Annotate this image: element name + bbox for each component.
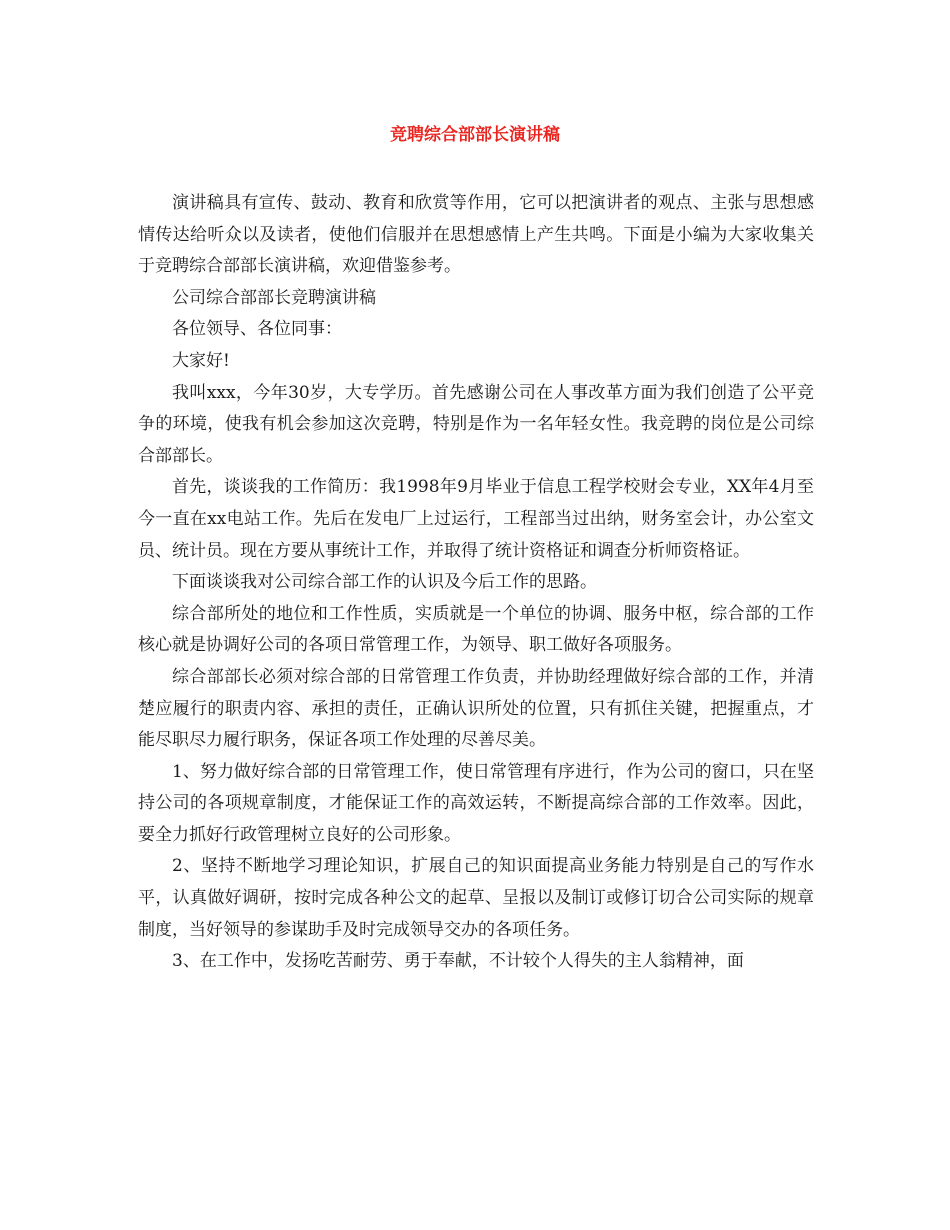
- paragraph-intro: 演讲稿具有宣传、鼓动、教育和欣赏等作用，它可以把演讲者的观点、主张与思想感情传达给听众以及读者，使他们信服并在思想感情上产生共鸣。下面是小编为大家收集关于竞聘综合部部长演讲稿，欢迎借鉴参考。: [138, 193, 814, 277]
- document-body: [138, 188, 814, 978]
- paragraph-transition: 下面谈谈我对公司综合部工作的认识及今后工作的思路。: [172, 572, 597, 593]
- paragraph-salutation: 各位领导、各位同事：: [172, 319, 342, 340]
- paragraph-self-intro: 我叫xxx，今年30岁，大专学历。首先感谢公司在人事改革方面为我们创造了公平竞争的环境，使我有机会参加这次竞聘，特别是作为一名年轻女性。我竞聘的岗位是公司综合部部长。: [138, 382, 814, 466]
- paragraph-point-1: 1、努力做好综合部的日常管理工作，使日常管理有序进行，作为公司的窗口，只在坚持公司的各项规章制度，才能保证工作的高效运转，不断提高综合部的工作效率。因此，要全力抓好行政管理树立良好的公司形象。: [138, 761, 814, 845]
- paragraph-work-history: 首先，谈谈我的工作简历：我1998年9月毕业于信息工程学校财会专业，XX年4月至今一直在xx电站工作。先后在发电厂上过运行，工程部当过出纳，财务室会计，办公室文员、统计员。现在方要从事统计工作，并取得了统计资格证和调查分析师资格证。: [138, 477, 814, 561]
- paragraph-point-2: 2、坚持不断地学习理论知识，扩展自己的知识面提高业务能力特别是自己的写作水平，认真做好调研，按时完成各种公文的起草、呈报以及制订或修订切合公司实际的规章制度，当好领导的参谋助手及时完成领导交办的各项任务。: [138, 856, 814, 940]
- paragraph-greeting: 大家好!: [172, 350, 230, 371]
- paragraph-department-role: 综合部所处的地位和工作性质，实质就是一个单位的协调、服务中枢，综合部的工作核心就是协调好公司的各项日常管理工作，为领导、职工做好各项服务。: [138, 603, 814, 656]
- document-title: 竞聘综合部部长演讲稿: [390, 125, 560, 145]
- paragraph-subtitle: 公司综合部部长竞聘演讲稿: [172, 287, 376, 308]
- paragraph-point-3: 3、在工作中，发扬吃苦耐劳、勇于奉献，不计较个人得失的主人翁精神，面: [172, 951, 744, 972]
- paragraph-head-duties: 综合部部长必须对综合部的日常管理工作负责，并协助经理做好综合部的工作，并清楚应履行的职责内容、承担的责任，正确认识所处的位置，只有抓住关键，把握重点，才能尽职尽力履行职务，保证各项工作处理的尽善尽美。: [138, 666, 814, 751]
